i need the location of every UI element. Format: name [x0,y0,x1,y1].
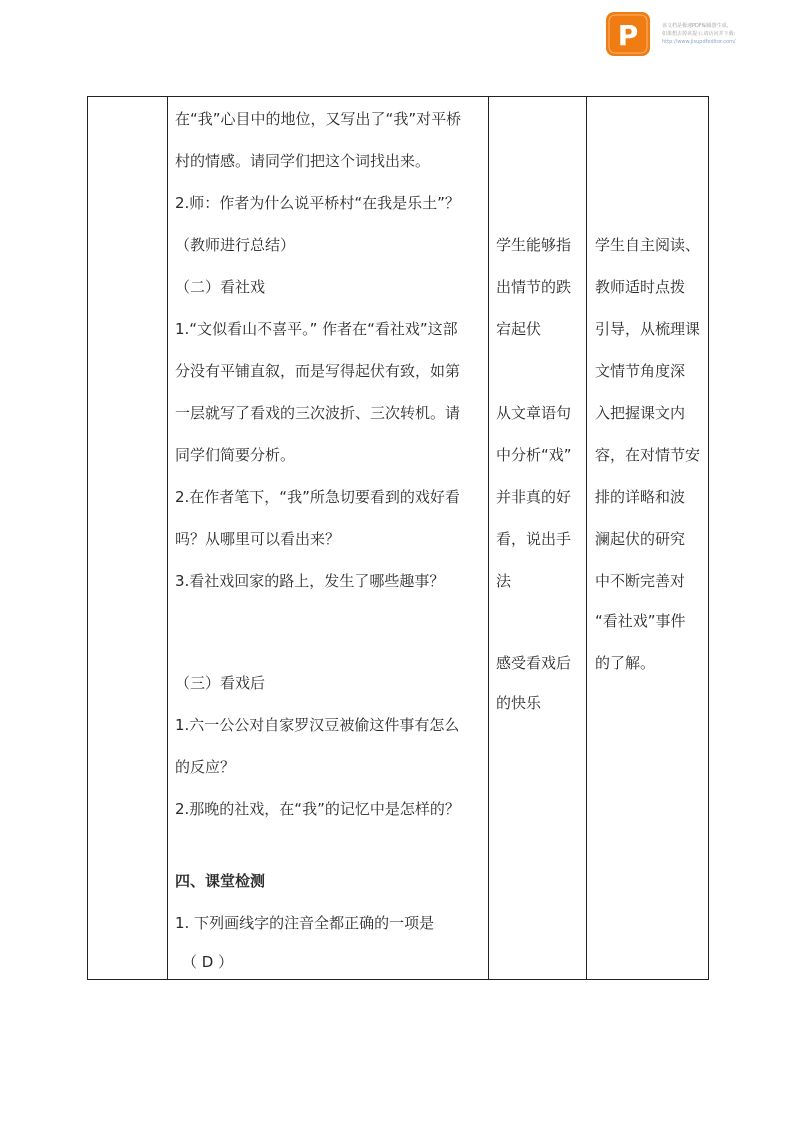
process-line: 分没有平铺直叙，而是写得起伏有致，如第 [175,362,461,380]
teaching-process-column [168,97,489,980]
process-line: （教师进行总结） [175,236,296,254]
watermark-line: 如果想去掉该提示,请访问并下载: [662,31,736,37]
process-line: 一层就写了看戏的三次波折、三次转机。请 [175,404,461,422]
student-activity-column [489,97,587,980]
activity-line: 出情节的跌 [496,278,572,296]
intent-line: 的了解。 [595,654,656,672]
intent-line: 教师适时点拨 [595,278,686,296]
intent-line: 容，在对情节安 [595,446,701,464]
process-line: 2.在作者笔下，“我”所急切要看到的戏好看 [175,488,460,506]
section-heading: 四、课堂检测 [175,872,266,890]
lesson-plan-table [87,96,709,980]
svg-text:P: P [617,19,639,52]
intent-line: 排的详略和波 [595,488,686,506]
intent-line: 学生自主阅读、 [595,236,701,254]
process-subheading: （二）看社戏 [175,278,266,296]
activity-line: 感受看戏后 [496,654,572,672]
process-line: 在“我”心目中的地位，又写出了“我”对平桥 [175,110,462,128]
process-line: 同学们简要分析。 [175,446,296,464]
intent-line: 引导，从梳理课 [595,320,701,338]
activity-line: 从文章语句 [496,404,572,422]
process-line: 的反应？ [175,758,236,776]
process-line: 2.那晚的社戏，在“我”的记忆中是怎样的？ [175,800,460,818]
process-line: 1.六一公公对自家罗汉豆被偷这件事有怎么 [175,716,460,734]
process-line: 3.看社戏回家的路上，发生了哪些趣事？ [175,572,445,590]
process-line: 吗？从哪里可以看出来？ [175,530,341,548]
intent-line: 文情节角度深 [595,362,686,380]
watermark-line: 该文档是极速PDF编辑器生成, [662,23,729,29]
process-line: 村的情感。请同学们把这个词找出来。 [175,152,431,170]
process-line: 1. 下列画线字的注音全都正确的一项是 [175,914,435,932]
activity-line: 看，说出手 [496,530,572,548]
process-line: 2.师：作者为什么说平桥村“在我是乐土”？ [175,194,460,212]
activity-line: 并非真的好 [496,488,572,506]
intent-line: “看社戏”事件 [595,612,686,630]
intent-line: 中不断完善对 [595,572,686,590]
pdf-editor-logo [606,12,650,56]
watermark-url: http://www.jisupdfeditor.com/ [662,39,736,45]
activity-line: 学生能够指 [496,236,572,254]
activity-line: 宕起伏 [496,320,542,338]
answer-line: （ D ） [182,953,234,971]
activity-line: 法 [496,572,512,590]
intent-line: 入把握课文内 [595,404,686,422]
watermark-text [662,22,782,46]
process-line: 1.“文似看山不喜平。” 作者在“看社戏”这部 [175,320,458,338]
stage-column [88,97,168,980]
process-subheading: （三）看戏后 [175,674,266,692]
activity-line: 中分析“戏” [496,446,572,464]
intent-line: 澜起伏的研究 [595,530,686,548]
design-intent-column [587,97,709,980]
activity-line: 的快乐 [496,694,542,712]
